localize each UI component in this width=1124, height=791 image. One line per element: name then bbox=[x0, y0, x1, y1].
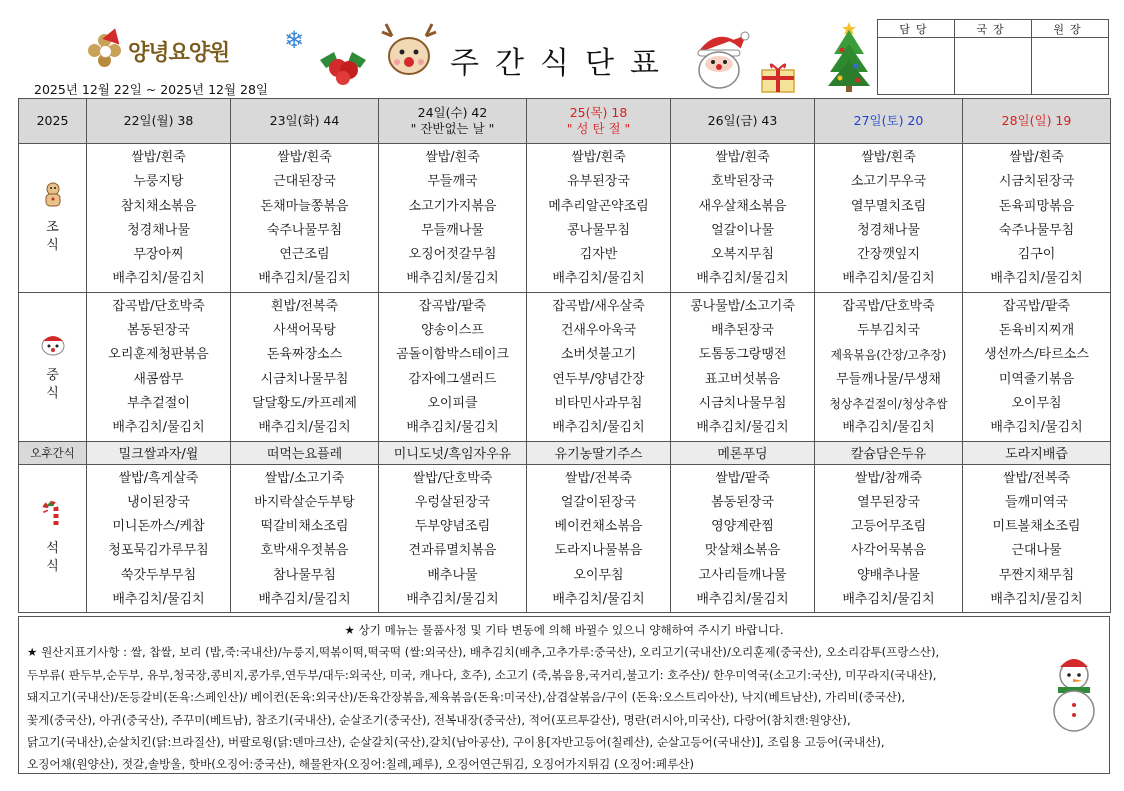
menu-item: 달달황도/카프레제 bbox=[252, 395, 357, 411]
menu-item: 배추김치/물김치 bbox=[552, 420, 645, 436]
menu-item: 생선까스/타르소스 bbox=[984, 347, 1089, 363]
menu-item: 얼갈이된장국 bbox=[560, 494, 637, 510]
dinner-day-cell bbox=[527, 464, 671, 613]
menu-item: 오이피클 bbox=[427, 395, 478, 411]
menu-item: 호박된장국 bbox=[711, 174, 774, 190]
menu-item: 들깨미역국 bbox=[1005, 494, 1068, 510]
menu-item: 쌀밥/전복죽 bbox=[1002, 470, 1071, 486]
menu-item: 소버섯불고기 bbox=[560, 347, 637, 363]
snack-item: 도라지배즙 bbox=[963, 441, 1111, 464]
menu-item: 쌀밥/흰죽 bbox=[1009, 150, 1064, 165]
day-header-row bbox=[19, 99, 1111, 144]
approval-header: 국장 bbox=[955, 20, 1032, 38]
menu-item: 새콤쌈무 bbox=[133, 371, 184, 387]
menu-item: 고사리들깨나물 bbox=[698, 567, 787, 583]
approval-box bbox=[877, 19, 1109, 95]
menu-item: 잡곡밥/새우살죽 bbox=[552, 298, 645, 314]
snack-item: 미니도넛/흑임자우유 bbox=[379, 441, 527, 464]
menu-item: 쌀밥/단호박죽 bbox=[412, 470, 493, 486]
snack-row bbox=[19, 441, 1111, 464]
menu-item: 쑥갓두부무침 bbox=[120, 567, 197, 583]
breakfast-day-cell bbox=[963, 144, 1111, 293]
menu-item: 호박새우젓볶음 bbox=[260, 543, 349, 559]
menu-item: 양송이스프 bbox=[421, 323, 484, 339]
logo bbox=[88, 34, 229, 68]
menu-item: 사각어묵볶음 bbox=[850, 543, 927, 559]
meal-label-char: 중 bbox=[46, 367, 59, 383]
gingerbread-icon bbox=[19, 181, 86, 215]
menu-item: 배추김치/물김치 bbox=[842, 271, 935, 287]
menu-item: 배추된장국 bbox=[711, 323, 774, 339]
menu-item: 배추김치/물김치 bbox=[552, 592, 645, 608]
holly-berry-icon bbox=[316, 38, 370, 86]
meal-label-char: 석 bbox=[46, 541, 59, 557]
menu-item: 시금치나물무침 bbox=[260, 371, 349, 387]
menu-item: 열무된장국 bbox=[857, 494, 920, 510]
menu-item: 쌀밥/흰죽 bbox=[715, 150, 770, 165]
dinner-day-cell bbox=[963, 464, 1111, 613]
lunch-day-cell bbox=[671, 292, 815, 441]
meal-label-char: 식 bbox=[46, 385, 59, 401]
breakfast-row bbox=[19, 144, 1111, 293]
menu-item: 배추김치/물김치 bbox=[696, 592, 789, 608]
menu-item: 열무멸치조림 bbox=[850, 198, 927, 214]
day-header bbox=[379, 99, 527, 144]
year-header: 2025 bbox=[19, 99, 87, 144]
menu-item: 맛살채소볶음 bbox=[704, 543, 781, 559]
menu-item: 배추김치/물김치 bbox=[112, 271, 205, 287]
notice-text: ★ 상기 메뉴는 물품사정 및 기타 변동에 의해 바뀔수 있으니 양해하여 주시기 바랍니다. bbox=[344, 623, 784, 637]
menu-item: 떡갈비채소조림 bbox=[260, 519, 349, 535]
menu-item: 청경채나물 bbox=[857, 222, 920, 238]
meal-label-char: 조 bbox=[46, 219, 59, 235]
breakfast-day-cell bbox=[815, 144, 963, 293]
menu-item: 시금치나물무침 bbox=[698, 395, 787, 411]
menu-item: 숙주나물무침 bbox=[266, 222, 343, 238]
menu-item: 오복지무침 bbox=[711, 247, 774, 263]
menu-item: 누룽지탕 bbox=[133, 174, 184, 190]
menu-item: 잡곡밥/단호박죽 bbox=[842, 298, 935, 314]
day-date: 25(목) 18 bbox=[569, 105, 628, 120]
menu-item: 김구이 bbox=[1017, 247, 1056, 263]
menu-item: 바지락살순두부탕 bbox=[254, 494, 355, 510]
breakfast-day-cell bbox=[231, 144, 379, 293]
origin-note-line: 오징어채(원양산), 젓갈,솔방울, 핫바(오징어:중국산), 해물완자(오징어:칠레,페루), 오징어연근튀김, 오징어가지튀김 (오징어:페루산) bbox=[27, 757, 694, 772]
day-date: 24일(수) 42 bbox=[417, 105, 488, 120]
menu-item: 견과류멸치볶음 bbox=[408, 543, 497, 559]
menu-item: 쌀밥/흰죽 bbox=[131, 150, 186, 165]
breakfast-day-cell bbox=[87, 144, 231, 293]
breakfast-day-cell bbox=[527, 144, 671, 293]
menu-item: 도라지나물볶음 bbox=[554, 543, 643, 559]
menu-item: 배추김치/물김치 bbox=[990, 420, 1083, 436]
snowman-icon bbox=[1045, 655, 1103, 735]
menu-item: 소고기가지볶음 bbox=[408, 198, 497, 214]
breakfast-day-cell bbox=[671, 144, 815, 293]
dinner-day-cell bbox=[815, 464, 963, 613]
menu-item: 배추김치/물김치 bbox=[696, 271, 789, 287]
day-header bbox=[963, 99, 1111, 144]
snack-label: 오후간식 bbox=[19, 441, 87, 464]
snowflake-icon: ❄ bbox=[284, 26, 305, 54]
menu-item: 돈육짜장소스 bbox=[266, 347, 343, 363]
menu-item: 봄동된장국 bbox=[127, 323, 190, 339]
dinner-row bbox=[19, 464, 1111, 613]
lunch-day-cell bbox=[231, 292, 379, 441]
menu-item: 새우살채소볶음 bbox=[698, 198, 787, 214]
menu-period: 2025년 12월 22일 ~ 2025년 12월 28일 bbox=[34, 82, 269, 97]
menu-item: 콩나물무침 bbox=[567, 222, 630, 238]
menu-item: 배추김치/물김치 bbox=[990, 271, 1083, 287]
menu-item: 무짠지채무침 bbox=[998, 567, 1075, 583]
menu-item: 미트볼채소조림 bbox=[992, 519, 1081, 535]
menu-item: 시금치된장국 bbox=[998, 174, 1075, 190]
menu-item: 영양계란찜 bbox=[711, 519, 774, 535]
menu-item: 참나물무침 bbox=[273, 567, 336, 583]
snack-item: 메론푸딩 bbox=[671, 441, 815, 464]
lunch-row bbox=[19, 292, 1111, 441]
lunch-day-cell bbox=[527, 292, 671, 441]
day-note: " 잔반없는 날 " bbox=[410, 121, 495, 136]
reindeer-icon bbox=[378, 22, 440, 84]
menu-item: 배추김치/물김치 bbox=[112, 592, 205, 608]
menu-item: 우렁살된장국 bbox=[414, 494, 491, 510]
menu-item: 배추김치/물김치 bbox=[406, 271, 499, 287]
snack-item: 칼슘담은두유 bbox=[815, 441, 963, 464]
menu-item: 부추겉절이 bbox=[127, 395, 190, 411]
menu-item: 참치채소볶음 bbox=[120, 198, 197, 214]
menu-item: 쌀밥/흑게살죽 bbox=[118, 470, 199, 486]
menu-item: 도톰동그랑땡전 bbox=[698, 347, 787, 363]
menu-item: 쌀밥/흰죽 bbox=[861, 150, 916, 165]
menu-item: 곰돌이함박스테이크 bbox=[395, 347, 510, 363]
day-header bbox=[87, 99, 231, 144]
menu-item: 냉이된장국 bbox=[127, 494, 190, 510]
menu-item: 오이무침 bbox=[573, 567, 624, 583]
approval-sign-cell[interactable] bbox=[1032, 38, 1109, 95]
menu-item: 돈육비지찌개 bbox=[998, 323, 1075, 339]
candy-cane-icon bbox=[19, 500, 86, 536]
menu-item: 배추김치/물김치 bbox=[258, 420, 351, 436]
menu-item: 쌀밥/팥죽 bbox=[715, 470, 770, 486]
menu-item: 배추김치/물김치 bbox=[696, 420, 789, 436]
menu-item: 제육볶음(간장/고추장) bbox=[830, 348, 947, 363]
menu-item: 청상추겉절이/청상추쌈 bbox=[829, 396, 948, 411]
santa-icon bbox=[688, 28, 752, 92]
menu-item: 얼갈이나물 bbox=[711, 222, 774, 238]
menu-item: 배추김치/물김치 bbox=[990, 592, 1083, 608]
menu-item: 돈채마늘쫑볶음 bbox=[260, 198, 349, 214]
christmas-tree-icon bbox=[826, 20, 872, 92]
menu-item: 무장아찌 bbox=[133, 247, 184, 263]
menu-item: 고등어무조림 bbox=[850, 519, 927, 535]
approval-sign-cell[interactable] bbox=[955, 38, 1032, 95]
page-title: 주간식단표 bbox=[450, 46, 675, 81]
approval-header: 원장 bbox=[1032, 20, 1109, 38]
menu-item: 근대된장국 bbox=[273, 174, 336, 190]
approval-sign-cell[interactable] bbox=[878, 38, 955, 95]
menu-item: 청경채나물 bbox=[127, 222, 190, 238]
menu-item: 근대나물 bbox=[1011, 543, 1062, 559]
dinner-day-cell bbox=[671, 464, 815, 613]
menu-item: 무들깨나물 bbox=[421, 222, 484, 238]
origin-note-line: 꽃게(중국산), 아귀(중국산), 주꾸미(베트남), 참조기(국내산), 순살조기(중국산), 전복내장(중국산), 적어(포르투갈산), 명란(러시아,미국산), 다랑어(참치캔:원양산), bbox=[27, 712, 851, 727]
menu-item: 비타민사과무침 bbox=[554, 395, 643, 411]
day-header bbox=[231, 99, 379, 144]
menu-item: 배추김치/물김치 bbox=[406, 420, 499, 436]
origin-note-line: ★ 원산지표기사항 : 쌀, 찹쌀, 보리 (밥,죽:국내산)/누룽지,떡볶이떡,떡국떡 (쌀:외국산), 배추김치(배추,고추가루:중국산), 오리고기(국내산)/오리훈제(중국산), 오소리감투(프랑스산), bbox=[27, 645, 940, 660]
dinner-day-cell bbox=[379, 464, 527, 613]
lunch-day-cell bbox=[379, 292, 527, 441]
menu-table bbox=[18, 98, 1111, 613]
menu-item: 두부김치국 bbox=[857, 323, 920, 339]
flower-logo-icon bbox=[88, 34, 122, 68]
snack-item: 유기농딸기주스 bbox=[527, 441, 671, 464]
menu-item: 잡곡밥/팥죽 bbox=[418, 298, 487, 314]
day-header bbox=[527, 99, 671, 144]
day-header bbox=[671, 99, 815, 144]
snack-item: 떠먹는요플레 bbox=[231, 441, 379, 464]
lunch-day-cell bbox=[815, 292, 963, 441]
menu-item: 쌀밥/소고기죽 bbox=[264, 470, 345, 486]
menu-item: 미역줄기볶음 bbox=[998, 371, 1075, 387]
menu-item: 미니돈까스/케찹 bbox=[112, 519, 205, 535]
menu-item: 양배추나물 bbox=[857, 567, 920, 583]
logo-text: 양녕요양원 bbox=[128, 40, 230, 66]
menu-item: 배추김치/물김치 bbox=[258, 271, 351, 287]
menu-item: 사색어묵탕 bbox=[273, 323, 336, 339]
menu-item: 메추리알곤약조림 bbox=[548, 198, 649, 214]
menu-item: 소고기무우국 bbox=[850, 174, 927, 190]
menu-item: 배추김치/물김치 bbox=[842, 592, 935, 608]
menu-item: 표고버섯볶음 bbox=[704, 371, 781, 387]
gift-box-icon bbox=[758, 58, 798, 94]
menu-item: 오리훈제청판볶음 bbox=[108, 347, 209, 363]
day-note: " 성 탄 절 " bbox=[566, 121, 631, 136]
menu-item: 감자에그샐러드 bbox=[408, 371, 497, 387]
menu-item: 봄동된장국 bbox=[711, 494, 774, 510]
day-date: 27일(토) 20 bbox=[853, 113, 924, 128]
breakfast-day-cell bbox=[379, 144, 527, 293]
day-date: 26일(금) 43 bbox=[707, 113, 778, 128]
menu-item: 쌀밥/흰죽 bbox=[425, 150, 480, 165]
dinner-day-cell bbox=[231, 464, 379, 613]
menu-item: 돈육피망볶음 bbox=[998, 198, 1075, 214]
menu-item: 베이컨채소볶음 bbox=[554, 519, 643, 535]
menu-item: 배추김치/물김치 bbox=[112, 420, 205, 436]
menu-item: 숙주나물무침 bbox=[998, 222, 1075, 238]
day-date: 28일(일) 19 bbox=[1001, 113, 1072, 128]
snack-item: 밀크쌀과자/윌 bbox=[87, 441, 231, 464]
day-date: 23일(화) 44 bbox=[269, 113, 340, 128]
menu-item: 쌀밥/전복죽 bbox=[564, 470, 633, 486]
meal-label-char: 식 bbox=[46, 559, 59, 575]
origin-note-line: 돼지고기(국내산)/돈등갈비(돈육:스페인산)/ 베이컨(돈육:외국산)/돈육간장볶음,제육볶음(돈육:미국산),삼겹살볶음/구이 (돈육:오스트리아산), 낙지(베트남산), 가리비(중국산), bbox=[27, 690, 906, 705]
menu-item: 오이무침 bbox=[1011, 395, 1062, 411]
lunch-label bbox=[19, 292, 87, 441]
menu-item: 배추김치/물김치 bbox=[258, 592, 351, 608]
menu-item: 흰밥/전복죽 bbox=[270, 298, 339, 314]
day-header bbox=[815, 99, 963, 144]
menu-item: 배추김치/물김치 bbox=[552, 271, 645, 287]
menu-item: 두부양념조림 bbox=[414, 519, 491, 535]
dinner-label bbox=[19, 464, 87, 613]
menu-item: 간장깻잎지 bbox=[857, 247, 920, 263]
menu-item: 쌀밥/흰죽 bbox=[277, 150, 332, 165]
menu-item: 배추김치/물김치 bbox=[406, 592, 499, 608]
breakfast-label bbox=[19, 144, 87, 293]
menu-item: 김자반 bbox=[579, 247, 618, 263]
menu-item: 쌀밥/흰죽 bbox=[571, 150, 626, 165]
menu-item: 잡곡밥/단호박죽 bbox=[112, 298, 205, 314]
menu-item: 유부된장국 bbox=[567, 174, 630, 190]
meal-label-char: 식 bbox=[46, 237, 59, 253]
menu-item: 건새우아욱국 bbox=[560, 323, 637, 339]
menu-item: 무들깨국 bbox=[427, 174, 478, 190]
santa-face-icon bbox=[19, 331, 86, 363]
approval-header: 담당 bbox=[878, 20, 955, 38]
menu-item: 오징어젓갈무침 bbox=[408, 247, 497, 263]
day-date: 22일(월) 38 bbox=[123, 113, 194, 128]
menu-item: 청포묵김가루무침 bbox=[108, 543, 209, 559]
origin-note-line: 닭고기(국내산),순살치킨(닭:브라질산), 버팔로윙(닭:덴마크산), 순살갈치(국산),갈치(남아공산), 구이용[자반고등어(칠레산), 순살고등어(국내산)], 조림용 고등어(국내산), bbox=[27, 735, 885, 750]
menu-item: 연두부/양념간장 bbox=[552, 371, 645, 387]
notes-box bbox=[18, 616, 1110, 774]
menu-item: 쌀밥/참깨죽 bbox=[854, 470, 923, 486]
dinner-day-cell bbox=[87, 464, 231, 613]
menu-item: 잡곡밥/팥죽 bbox=[1002, 298, 1071, 314]
lunch-day-cell bbox=[963, 292, 1111, 441]
menu-item: 연근조림 bbox=[279, 247, 330, 263]
menu-item: 콩나물밥/소고기죽 bbox=[690, 298, 795, 314]
menu-item: 배추나물 bbox=[427, 567, 478, 583]
origin-note-line: 두부류( 판두부,순두부, 유부,청국장,콩비지,콩가루,연두부/대두:외국산, 미국, 캐나다, 호주), 소고기 (죽,볶음용,국거리,불고기: 호주산)/ 한우미역국(소고기:국산), 미꾸라지(국내산), bbox=[27, 667, 937, 682]
menu-item: 무들깨나물/무생채 bbox=[836, 371, 941, 387]
menu-item: 배추김치/물김치 bbox=[842, 420, 935, 436]
lunch-day-cell bbox=[87, 292, 231, 441]
